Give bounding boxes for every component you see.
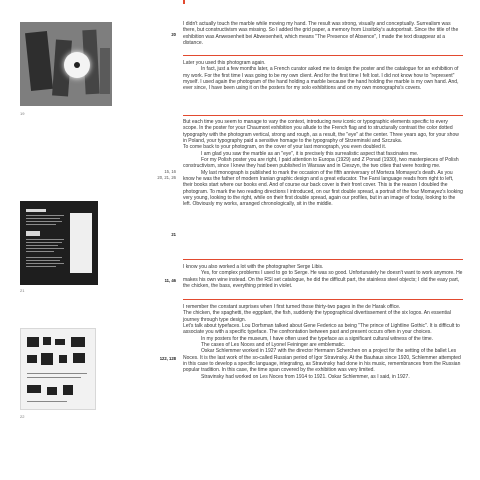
paragraph: In my posters for the museum, I have often used the typeface as a significant cultural witness of the time. [201,335,434,342]
photogram-hand-marble-image [20,22,112,106]
section-divider [183,115,463,116]
text-block [183,21,463,46]
paragraph: The cases of Les Noces and of Lyonel Feininger are emblematic. [201,342,346,349]
page-reference: 15, 16 [164,169,176,174]
figure-caption-number: 19 [20,111,25,116]
page-reference: 122, 128 [159,356,176,361]
page-reference: 20, 21, 26 [157,175,176,180]
text-block [183,60,463,92]
question: The chicken, the spaghetti, the eggplant, the fish, suddenly the typographical divertissement of the six logos. An essential journey through type design. [183,310,451,323]
paragraph: Stravinsky had worked on Les Noces from 1914 to 1921. Oskar Schlemmer, as I said, in 1927. [201,373,410,380]
question: But each time you seem to manage to vary the context, introducing new iconic or typographic elements specific to every scope. In the poster for your Chaumont exhibition you allude to the French flag and to structurally contrast the color dotted typography with the photogram vertical, strong and rough, as a result, the "eye" at the center. Three years ago, for your show in Poland, your typography paid a sensitive homage to the typography of Strzeminski and Szczuka. [183,119,459,145]
paragraph: I didn't actually touch the marble while moving my hand. The result was strong, visually and conceptually. Surrealism was there, but constructivism was missing. So I added the grid paper, a memory from Lissitzky's autoportrait. Since the title of the exhibition was Anwesenheit bei Abwesenheit, which means "The Presence of Absence", I made the text disappear at a distance. [183,21,459,47]
question: I remember the constant surprises when I first turned those thirty-two pages in the de Harak office. [183,304,401,310]
monograph-spread-image [20,201,98,285]
figure-caption-number: 22 [20,414,25,419]
page-reference: 11, 46 [164,278,176,283]
paragraph: Yes, for complex problems I used to go to Serge. He was so good. Unfortunately he doesn't want to work anymore. He makes his own wine instead. On the RSI set catalogue, he did the difficult part, the stainless steel objects; I did the easy part, the chicken, the bass, everything printed in violet. [183,270,463,290]
catalogue-page-image [20,328,96,410]
section-divider [183,299,463,300]
figure-caption-number: 21 [20,288,25,293]
question: I know you also worked a lot with the photographer Serge Libis. [183,264,324,270]
paragraph: My last monograph is published to mark the occasion of the fifth anniversary of Morteza Momayez's death. As you know he was the father of modern Iranian graphic design and a great educator. The Farsi language reads from right to left, their books start where our books end. And of course our back cover is their front cover. This is the reason I doubled the photogram. To mark the two reading directions I introduced, on our first double spread, a portrait of the four Momayez's looking very young, looking to the right, while on their first double spread, again our profiles, but in an image of today, looking to the left. Obviously my works, arranged chronologically, sit in the middle. [183,169,463,208]
section-divider [183,55,463,56]
question: Let's talk about typefaces. Lou Dorfsman talked about Gene Federico as being "The prince of Lightline Gothic". It is difficult to associate you with a specific typeface. The confrontation between past and present occurs often in your choices. [183,323,460,336]
paragraph: I am glad you saw the marble as an "eye", it is precisely this surrealistic aspect that fascinates me. [201,150,419,157]
paragraph: In fact, just a few months later, a French curator asked me to design the poster and the catalogue for an exhibition of my work. For the first time I was going to be my own client. And for the first time I felt lost. I did not know how to "represent" myself. I used again the photogram of the hand holding a marble because the hand holding the marble is my own hand. And, ever since, I have been using it on the posters for my solo exhibitions and on my own monographs's covers. [183,66,459,92]
text-block [183,264,463,289]
text-block [183,119,463,208]
question: Later you used this photogram again. [183,60,266,66]
top-accent-mark [183,0,185,4]
text-block [183,304,463,380]
page-reference: 21 [171,232,176,237]
paragraph: For my Polish poster you are right, I paid attention to Europa (1929) and Z Ponad (1930), two masterpieces of Polish constructivism, since I knew they had been published in Warsaw and in Cieszyn, the two cities that were hosting me. [183,157,459,170]
question: To come back to your photogram, on the cover of your last monograph, you even doubled it. [183,144,387,151]
paragraph: Oskar Schlemmer worked in 1927 with the director Hermann Scherchen on a project for the setting of the ballet Les Noces. It is the last work of the so-called Russian period of Igor Stravinsky. At the Bauhaus since 1920, Schlemmer attempted in this case to develop a specific language, integrating, as Stravinsky had done in his music, remembrances from the Russian popular tradition. In this case, the time span covered by the exhibition was very limited. [183,348,461,374]
section-divider [183,259,463,260]
page-reference: 20 [171,32,176,37]
